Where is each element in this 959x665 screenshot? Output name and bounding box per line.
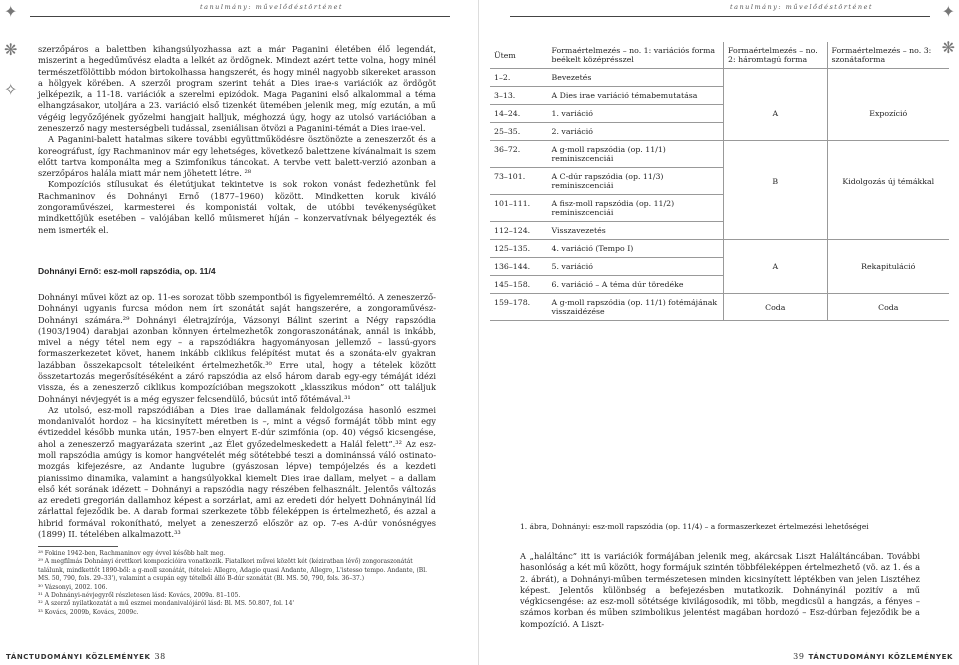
table-cell: 101–111. [490, 195, 548, 222]
table-cell: A Dies irae variáció témabemutatása [548, 87, 724, 105]
table-cell: 73–101. [490, 168, 548, 195]
table-cell: A [724, 105, 828, 123]
table-cell: 14–24. [490, 105, 548, 123]
table-row [490, 87, 949, 105]
footnote: ²⁹ A megfilmás Dohnányi érettkori kompozícióira vonatkozik. Fiatalkori művei között két (kéziratban lévő) zongoraszonátát találunk, mindkettőt 1890-ből: a g-moll szonátát, (tételei: Allegro, Adagio quasi Andante, Allegro, L'istesso tempo. Andante, (Bl. MS. 50, 790, fols. 29–33'), valamint a csupán egy tételből álló B-dúr szonátát (Bl. MS. 50, 790, fols. 36–37.) [38, 558, 428, 583]
table-cell [724, 195, 828, 222]
table-row [490, 240, 949, 258]
journal-name: TÁNCTUDOMÁNYI KÖZLEMÉNYEK [6, 653, 151, 661]
table-row [490, 123, 949, 141]
table-cell: 3–13. [490, 87, 548, 105]
table-cell [724, 276, 828, 294]
table-cell: Visszavezetés [548, 222, 724, 240]
table-cell [827, 240, 949, 258]
paragraph: szerzőpáros a balettben kihangsúlyozhassa azt a már Paganini életében élő legendát, miszerint a hegedűművész eladta a lelkét az ördögnek. Mindezt azért tette volna, hogy minél természetfölöttibb módon birtokolhassa hangszerét, és hogy minél nagyobb sikereket arasson a hölgyek körében. A szerzői program szerint tehát a Dies irae-s variációk az ördögöt jelképezik, a 11-18. variációk a szerelmi epizódok. Maga Paganini első alkalommal a téma elhangzásakor, utoljára a 23. variáció első tizenkét ütemében jelenik meg, míg ezután, a mű végéig legyőzőjének győzelmi hangjait halljuk, méghozzá úgy, hogy az utolsó variációban a zeneszerző nagy mesterségbeli tudással, zseniálisan ötvözi a Paganini-témát a Dies irae-vel. [38, 44, 436, 133]
journal-name: TÁNCTUDOMÁNYI KÖZLEMÉNYEK [808, 653, 953, 661]
table-cell: 1–2. [490, 69, 548, 87]
section-text [38, 292, 436, 540]
footnote: ³³ Kovács, 2009b, Kovács, 2009c. [38, 608, 139, 616]
table-cell: 1. variáció [548, 105, 724, 123]
header-rule [30, 16, 450, 17]
table-cell [724, 87, 828, 105]
table-cell: 25–35. [490, 123, 548, 141]
table-cell: 125–135. [490, 240, 548, 258]
right-body-text: A „haláltánc” itt is variációk formájában jelenik meg, akárcsak Liszt Haláltáncában. További hasonlóság a két mű között, hogy formájuk szintén többféleképpen értelmezhető (vö. az 1. és a 2. ábrát), a Dohnányi-műben természetesen minden kicsinyített léptékben van jelen Lisztéhez képest. Jelentős különbség a befejezésben mutatkozik. Dohnányinál pozitív a mű végkicsengése: az esz-moll sötétsége kivilágosodik, mi több, megdicsül a hangzás, a fényes – számos korban és műben szimbolikus jelentést magában hordozó – Esz-dúrban fejeződik be a kompozíció. A Liszt- [520, 551, 921, 629]
table-cell: 112–124. [490, 222, 548, 240]
table-cell [827, 195, 949, 222]
table-row [490, 141, 949, 168]
dancer-silhouette-icon: ✦ [941, 2, 955, 21]
table-cell: A C-dúr rapszódia (op. 11/3) reminiszcenciái [548, 168, 724, 195]
table-cell: 136–144. [490, 258, 548, 276]
dancer-silhouette-icon: ✧ [4, 80, 18, 99]
section-heading: Dohnányi Ernő: esz-moll rapszódia, op. 11/4 [38, 266, 216, 276]
table-cell: 159–178. [490, 294, 548, 321]
footnote: ²⁸ Fokine 1942-ben, Rachmaninov egy évvel később halt meg. [38, 550, 226, 557]
dancer-silhouette-icon: ❋ [941, 38, 955, 57]
table-cell [724, 222, 828, 240]
dancer-silhouette-icon: ❋ [4, 40, 18, 59]
table-cell: 36–72. [490, 141, 548, 168]
table-cell [827, 123, 949, 141]
left-page [0, 0, 479, 665]
table-cell: A g-moll rapszódia (op. 11/1) fotémájának visszaidézése [548, 294, 724, 321]
table-row [490, 168, 949, 195]
table-row [490, 294, 949, 321]
table-cell: Bevezetés [548, 69, 724, 87]
table-cell [724, 69, 828, 87]
table-cell [724, 141, 828, 168]
lead-text [38, 44, 436, 236]
table-cell [827, 69, 949, 87]
footnotes [38, 550, 436, 617]
table-cell [827, 141, 949, 168]
footnote: ³² A szerző nyilatkozatát a mű eszmei mondanivalójáról lásd: Bl. MS. 50.807, fol. 14' [38, 600, 295, 608]
table-row [490, 105, 949, 123]
running-header: tanulmány: művelődéstörténet [730, 3, 874, 11]
footnote: ³¹ A Dohnányi-névjegyről részletesen lásd: Kovács, 2009a. 81–105. [38, 591, 241, 599]
page-number: 39 [793, 652, 805, 661]
table-cell [827, 87, 949, 105]
page-footer [789, 652, 953, 661]
table-cell: A g-moll rapszódia (op. 11/1) reminiszcenciái [548, 141, 724, 168]
table-row [490, 195, 949, 222]
figure-caption: 1. ábra, Dohnányi: esz-moll rapszódia (op. 11/4) – a formaszerkezet értelmezési lehetőségei [520, 522, 869, 531]
dancer-silhouette-icon: ✦ [4, 2, 18, 21]
table-cell [827, 276, 949, 294]
header-rule [510, 16, 930, 17]
table-header-cell: Formaértelmezés – no. 3: szonátaforma [827, 42, 949, 69]
table-cell: 2. variáció [548, 123, 724, 141]
table-cell: 145–158. [490, 276, 548, 294]
table-cell: A [724, 258, 828, 276]
table-cell: A fisz-moll rapszódia (op. 11/2) reminiszcenciái [548, 195, 724, 222]
table-row [490, 222, 949, 240]
table-header-cell: Ütem [490, 42, 548, 69]
page-footer [6, 652, 170, 661]
footnote-rule [38, 546, 118, 547]
right-page [480, 0, 959, 665]
footnote: ³⁰ Vázsonyi, 2002. 106. [38, 583, 108, 591]
table-header-row [490, 42, 949, 69]
table-cell [724, 240, 828, 258]
table-cell: B [724, 168, 828, 195]
paragraph: Az utolsó, esz-moll rapszódiában a Dies irae dallamának feldolgozása hasonló eszmei mondanivalót hordoz – ha kicsinyített méretben is –, mint a végső formáját több mint egy évtizeddel később munka után, 1957-ben elnyert E-dúr szimfónia (op. 40) végső kicsengése, ahol a zeneszerző magyarázata szerint „az Élet győzedelmeskedett a Halál felett”.³² Az esz-moll rapszódia amúgy is komor hangvételét még sötétebbé teszi a dominánssá váló ostinato-mozgás kifejezésre, az Andante lugubre (gyászosan lépve) tempójelzés és a kezdeti pianissimo dinamika, valamint a hangsúlyokkal kiemelt Dies irae dallam, melyet – a dallam első két sorának idézett – Dohnányi a rapszódia nagy részében felhasznált. Jelentős változás az eredeti gregorián dallamhoz képest a sorzárlat, ami az eredeti dór helyett Dohnányinál líd zárlattal fejeződik be. A darab formai szerkezete több féleképpen is értelmezhető, és azzal a hibrid formával rokonítható, melyet a zeneszerző először az op. 7-es A-dúr vonósnégyes (1899) II. tételében alkalmazott.³³ [38, 404, 436, 539]
table-header-cell: Formaértelmezés – no. 1: variációs forma beékelt középrésszel [548, 42, 724, 69]
table-cell: Expozíció [827, 105, 949, 123]
table-cell: 4. variáció (Tempo I) [548, 240, 724, 258]
paragraph: Kompozíciós stílusukat és életútjukat tekintetve is sok rokon vonást fedezhetünk fel Rachmaninov és Dohnányi Ernő (1877–1960) között. Mindketten koruk kiváló zongoraművészei, karmesterei és komponistái voltak, de utóbbi tevékenységüket mindkettőjük esetében – valójában kellő műismeret híján – konzervatívnak bélyegezték és nem ismerték el. [38, 179, 436, 235]
table-row [490, 276, 949, 294]
table-row [490, 258, 949, 276]
paragraph: A Paganini-balett hatalmas sikere további együttműködésre ösztönözte a zeneszerzőt és a koreográfust, így Rachmaninov már egy lehetséges, következő balettzene kívánalmait is szem előtt tartva komponálta meg a Szimfonikus táncokat. A tervbe vett balett-verzió azonban a szerzőpáros halála miatt már nem jöhetett létre. ²⁸ [38, 134, 436, 179]
table-cell: Coda [724, 294, 828, 321]
table-cell: 6. variáció – A téma dúr töredéke [548, 276, 724, 294]
table-cell [724, 123, 828, 141]
page-number: 38 [154, 652, 166, 661]
running-header: tanulmány: művelődéstörténet [200, 3, 344, 11]
table-cell [827, 222, 949, 240]
table-cell: Kidolgozás új témákkal [827, 168, 949, 195]
table-cell: Rekapituláció [827, 258, 949, 276]
table-header-cell: Formaértelmezés – no. 2: háromtagú forma [724, 42, 828, 69]
table-cell: 5. variáció [548, 258, 724, 276]
table-cell: Coda [827, 294, 949, 321]
form-analysis-table [490, 42, 949, 321]
paragraph: Dohnányi művei közt az op. 11-es sorozat több szempontból is figyelemreméltó. A zeneszerző-Dohnányi ugyanis furcsa módon nem írt szonátát saját hangszerére, a zongoraművész-Dohnányi számára.²⁹ Dohnányi életrajzírója, Vázsonyi Bálint szerint a Négy rapszódia (1903/1904) darabjai azonban könnyen értelmezhetők zongoraszonátának, annál is inkább, mivel a négy tétel nem egy – a rapszódiákra hagyományosan jellemző – lassú-gyors formaszerkezetet követ, hanem inkább ciklikus felépítést mutat és a szonáta-elv gyakran lazábban összekapcsolt tételeiként értelmezhetők.³⁰ Erre utal, hogy a tételek között összetartozás megerősítéséként a záró rapszódia az első három darab egy-egy témáját idézi vissza, és a zeneszerző ciklikus kompozícióban megszokott „klasszikus módon” ott találjuk Dohnányi névjegyét is a még egyszer felcsendülő, búcsút intő főtémával.³¹ [38, 292, 436, 404]
table-row [490, 69, 949, 87]
